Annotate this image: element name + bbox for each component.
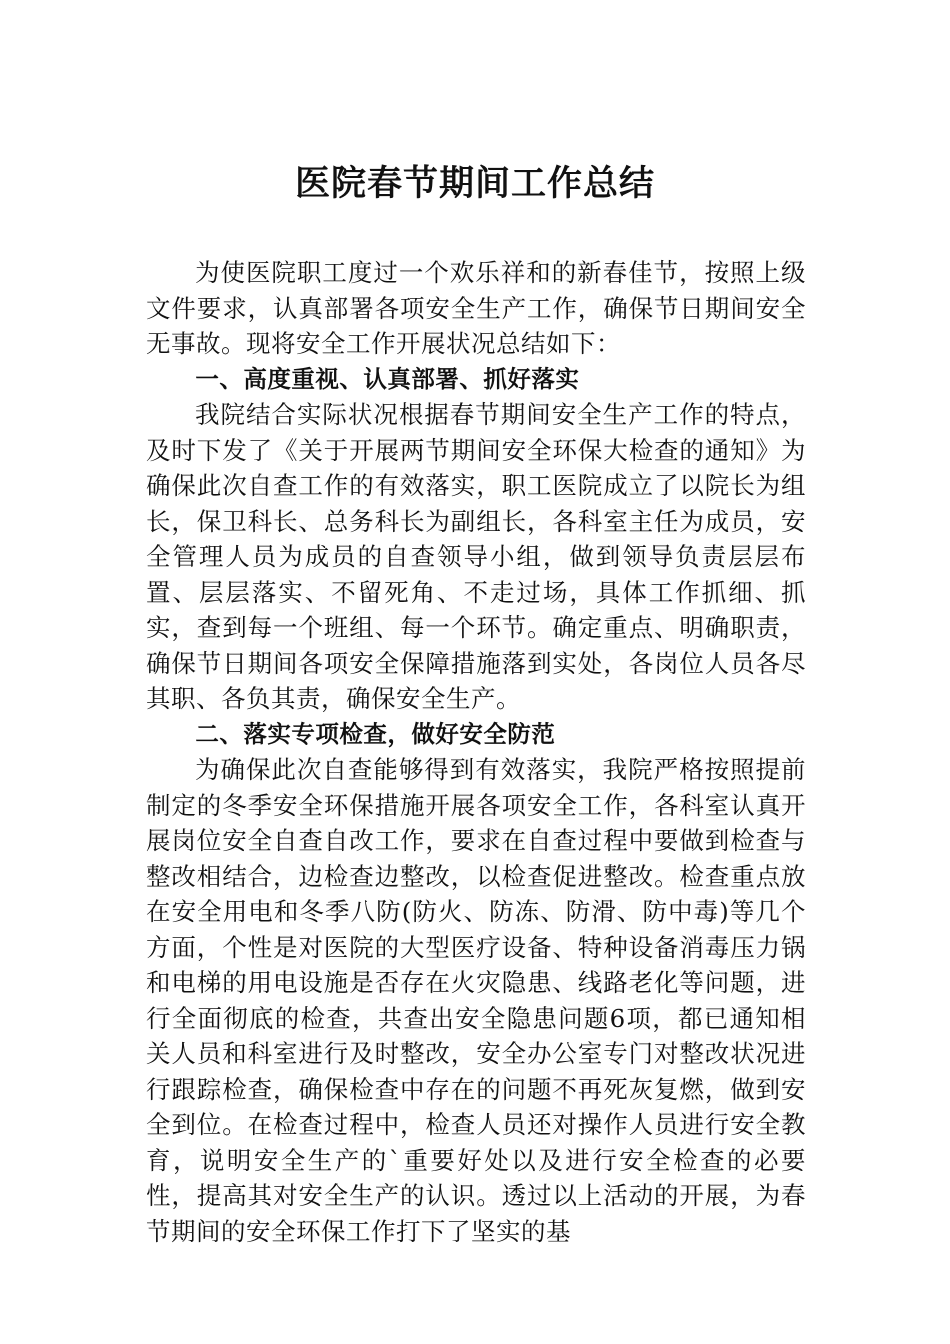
section-1-paragraph: 我院结合实际状况根据春节期间安全生产工作的特点，及时下发了《关于开展两节期间安全环保大检查的通知》为确保此次自查工作的有效落实，职工医院成立了以院长为组长，保卫科长、总务科长为副组长，各科室主任为成员，安全管理人员为成员的自查领导小组，做到领导负责层层布置、层层落实、不留死角、不走过场，具体工作抓细、抓实，查到每一个班组、每一个环节。确定重点、明确职责，确保节日期间各项安全保障措施落到实处，各岗位人员各尽其职、各负其责，确保安全生产。: [146, 400, 806, 713]
section-2-paragraph: 为确保此次自查能够得到有效落实，我院严格按照提前制定的冬季安全环保措施开展各项安全工作，各科室认真开展岗位安全自查自改工作，要求在自查过程中要做到检查与整改相结合，边检查边整改，以检查促进整改。检查重点放在安全用电和冬季八防(防火、防冻、防滑、防中毒)等几个方面，个性是对医院的大型医疗设备、特种设备消毒压力锅和电梯的用电设施是否存在火灾隐患、线路老化等问题，进行全面彻底的检查，共查出安全隐患问题6项，都已通知相关人员和科室进行及时整改，安全办公室专门对整改状况进行跟踪检查，确保检查中存在的问题不再死灰复燃，做到安全到位。在检查过程中，检查人员还对操作人员进行安全教育，说明安全生产的`重要好处以及进行安全检查的必要性，提高其对安全生产的认识。透过以上活动的开展，为春节期间的安全环保工作打下了坚实的基: [146, 755, 806, 1246]
document-title: 医院春节期间工作总结: [294, 163, 655, 204]
document-body: [146, 255, 806, 1249]
intro-paragraph: 为使医院职工度过一个欢乐祥和的新春佳节，按照上级文件要求，认真部署各项安全生产工作，确保节日期间安全无事故。现将安全工作开展状况总结如下：: [146, 258, 806, 358]
section-2-heading: 二、落实专项检查，做好安全防范: [195, 719, 556, 748]
section-1-heading: 一、高度重视、认真部署、抓好落实: [195, 364, 580, 393]
